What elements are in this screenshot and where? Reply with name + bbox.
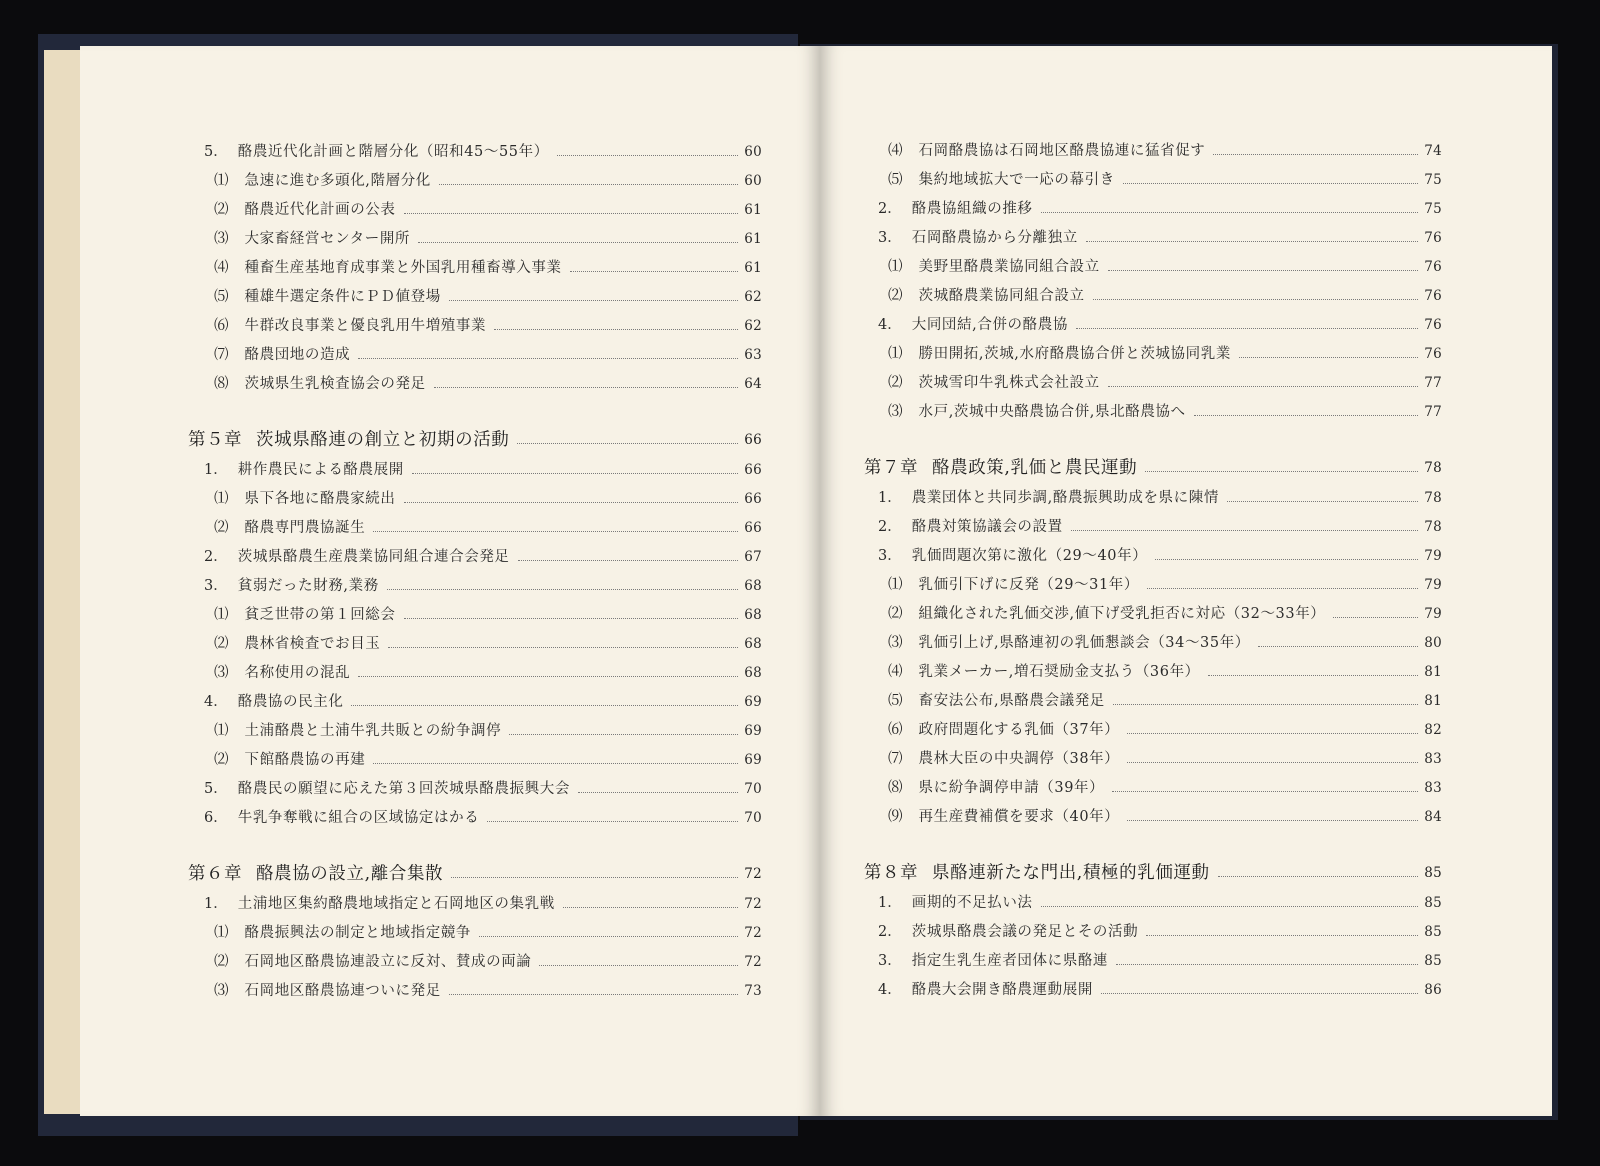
toc-entry-number: ⑼ bbox=[888, 809, 903, 825]
toc-entry-number: ⑵ bbox=[214, 954, 229, 970]
toc-page-number: 83 bbox=[1424, 780, 1442, 796]
toc-entry-number: 1． bbox=[204, 896, 228, 912]
toc-entry-row bbox=[878, 981, 1442, 999]
toc-entry-title: 種雄牛選定条件にＰＤ値登場 bbox=[244, 289, 441, 305]
toc-entry-title: 牛乳争奪戦に組合の区域協定はかる bbox=[237, 810, 480, 826]
toc-entry-number: ⑷ bbox=[888, 664, 903, 680]
toc-entry-title: 茨城県生乳検査協会の発足 bbox=[244, 376, 426, 392]
toc-entry-title: 茨城県酪連の創立と初期の活動 bbox=[256, 430, 510, 450]
toc-entry-number: 4． bbox=[204, 694, 228, 710]
toc-entry-row bbox=[888, 692, 1442, 710]
dot-leader bbox=[449, 994, 738, 995]
toc-entry-title: 茨城県酪農会議の発足とその活動 bbox=[911, 924, 1139, 940]
toc-page-number: 76 bbox=[1424, 288, 1442, 304]
right-page bbox=[820, 46, 1552, 1116]
toc-chapter-row bbox=[188, 431, 762, 449]
toc-entry-title: 茨城雪印牛乳株式会社設立 bbox=[918, 375, 1100, 391]
toc-entry-number: ⑷ bbox=[214, 260, 229, 276]
toc-page-number: 82 bbox=[1424, 722, 1442, 738]
toc-page-number: 74 bbox=[1424, 143, 1442, 159]
toc-page-number: 60 bbox=[744, 173, 762, 189]
dot-leader bbox=[487, 821, 738, 822]
toc-entry-title: 貧乏世帯の第１回総会 bbox=[244, 607, 396, 623]
toc-page-number: 77 bbox=[1424, 375, 1442, 391]
dot-leader bbox=[578, 792, 738, 793]
dot-leader bbox=[434, 387, 739, 388]
toc-entry-row bbox=[214, 924, 762, 942]
toc-page-number: 66 bbox=[744, 462, 762, 478]
toc-page-number: 72 bbox=[744, 896, 762, 912]
toc-page-number: 60 bbox=[744, 144, 762, 160]
toc-entry-row bbox=[204, 693, 762, 711]
toc-entry-number: 5． bbox=[204, 144, 228, 160]
toc-page-number: 67 bbox=[744, 549, 762, 565]
toc-entry-row bbox=[878, 894, 1442, 912]
toc-page-number: 79 bbox=[1424, 606, 1442, 622]
dot-leader bbox=[1076, 328, 1418, 329]
toc-entry-row bbox=[888, 634, 1442, 652]
dot-leader bbox=[1127, 762, 1418, 763]
toc-entry-row bbox=[888, 576, 1442, 594]
toc-entry-number: ⑴ bbox=[214, 173, 229, 189]
toc-entry-row bbox=[888, 142, 1442, 160]
toc-entry-title: 茨城酪農業協同組合設立 bbox=[918, 288, 1085, 304]
toc-page-number: 66 bbox=[744, 432, 762, 448]
toc-entry-row bbox=[888, 258, 1442, 276]
toc-entry-title: 酪農協の設立,離合集散 bbox=[256, 864, 444, 884]
toc-entry-number: ⑷ bbox=[888, 143, 903, 159]
toc-page-number: 78 bbox=[1424, 490, 1442, 506]
toc-entry-title: 貧弱だった財務,業務 bbox=[237, 578, 379, 594]
toc-entry-title: 酪農対策協議会の設置 bbox=[911, 519, 1063, 535]
dot-leader bbox=[1239, 357, 1418, 358]
toc-entry-title: 石岡酪農協は石岡地区酪農協連に猛省促す bbox=[918, 143, 1206, 159]
toc-entry-row bbox=[214, 490, 762, 508]
toc-entry-title: 石岡地区酪農協連設立に反対、賛成の両論 bbox=[244, 954, 532, 970]
dot-leader bbox=[563, 907, 738, 908]
dot-leader bbox=[404, 502, 739, 503]
toc-page-number: 81 bbox=[1424, 664, 1442, 680]
dot-leader bbox=[1227, 501, 1418, 502]
toc-entry-row bbox=[888, 779, 1442, 797]
toc-entry-title: 牛群改良事業と優良乳用牛増殖事業 bbox=[244, 318, 487, 334]
left-page bbox=[80, 46, 820, 1116]
toc-entry-row bbox=[888, 663, 1442, 681]
dot-leader bbox=[1333, 617, 1418, 618]
toc-entry-number: 2． bbox=[878, 924, 902, 940]
dot-leader bbox=[449, 300, 738, 301]
dot-leader bbox=[479, 936, 738, 937]
toc-entry-row bbox=[204, 143, 762, 161]
toc-entry-number: 第５章 bbox=[188, 430, 242, 450]
toc-entry-number: ⑴ bbox=[888, 259, 903, 275]
dot-leader bbox=[358, 676, 738, 677]
toc-page-number: 84 bbox=[1424, 809, 1442, 825]
toc-entry-number: ⑺ bbox=[214, 347, 229, 363]
toc-entry-row bbox=[878, 518, 1442, 536]
toc-entry-number: ⑹ bbox=[888, 722, 903, 738]
toc-entry-title: 酪農近代化計画と階層分化（昭和45～55年） bbox=[237, 144, 549, 160]
dot-leader bbox=[388, 647, 738, 648]
dot-leader bbox=[518, 560, 739, 561]
toc-entry-title: 大同団結,合併の酪農協 bbox=[911, 317, 1068, 333]
toc-entry-row bbox=[214, 346, 762, 364]
toc-page-number: 73 bbox=[744, 983, 762, 999]
toc-page-number: 81 bbox=[1424, 693, 1442, 709]
toc-entry-number: 第７章 bbox=[864, 458, 918, 478]
toc-entry-title: 勝田開拓,茨城,水府酪農協合併と茨城協同乳業 bbox=[918, 346, 1231, 362]
toc-entry-number: 4． bbox=[878, 317, 902, 333]
dot-leader bbox=[1116, 964, 1418, 965]
toc-entry-row bbox=[214, 230, 762, 248]
toc-entry-row bbox=[878, 200, 1442, 218]
toc-entry-number: ⑵ bbox=[214, 752, 229, 768]
toc-page-number: 68 bbox=[744, 636, 762, 652]
toc-entry-title: 大家畜経営センター開所 bbox=[244, 231, 411, 247]
toc-entry-title: 組織化された乳価交渉,値下げ受乳拒否に対応（32～33年） bbox=[918, 606, 1326, 622]
toc-entry-title: 酪農大会開き酪農運動展開 bbox=[911, 982, 1093, 998]
toc-page-number: 62 bbox=[744, 318, 762, 334]
toc-entry-number: ⑴ bbox=[888, 346, 903, 362]
toc-entry-title: 再生産費補償を要求（40年） bbox=[918, 809, 1120, 825]
toc-entry-row bbox=[214, 288, 762, 306]
dot-leader bbox=[494, 329, 738, 330]
toc-entry-title: 乳価問題次第に激化（29～40年） bbox=[911, 548, 1148, 564]
dot-leader bbox=[517, 443, 738, 444]
toc-entry-number: ⑶ bbox=[214, 665, 229, 681]
dot-leader bbox=[451, 877, 738, 878]
toc-entry-title: 種畜生産基地育成事業と外国乳用種畜導入事業 bbox=[244, 260, 562, 276]
toc-entry-title: 畜安法公布,県酪農会議発足 bbox=[918, 693, 1105, 709]
dot-leader bbox=[439, 184, 738, 185]
toc-entry-number: 3． bbox=[878, 548, 902, 564]
toc-entry-row bbox=[204, 895, 762, 913]
toc-entry-title: 酪農専門農協誕生 bbox=[244, 520, 366, 536]
toc-page-number: 61 bbox=[744, 231, 762, 247]
toc-left bbox=[80, 46, 820, 1116]
toc-entry-row bbox=[878, 952, 1442, 970]
toc-entry-number: 2． bbox=[878, 201, 902, 217]
toc-entry-number: ⑻ bbox=[214, 376, 229, 392]
toc-entry-title: 県下各地に酪農家続出 bbox=[244, 491, 396, 507]
dot-leader bbox=[418, 242, 738, 243]
dot-leader bbox=[1155, 559, 1418, 560]
toc-entry-number: 2． bbox=[878, 519, 902, 535]
dot-leader bbox=[1147, 588, 1418, 589]
toc-entry-row bbox=[214, 664, 762, 682]
toc-entry-row bbox=[214, 317, 762, 335]
toc-entry-title: 農業団体と共同歩調,酪農振興助成を県に陳情 bbox=[911, 490, 1219, 506]
toc-page-number: 63 bbox=[744, 347, 762, 363]
toc-entry-number: ⑵ bbox=[888, 288, 903, 304]
toc-entry-number: 3． bbox=[878, 230, 902, 246]
dot-leader bbox=[387, 589, 738, 590]
toc-right bbox=[820, 46, 1552, 1116]
dot-leader bbox=[1146, 935, 1418, 936]
toc-entry-row bbox=[214, 375, 762, 393]
toc-entry-number: 4． bbox=[878, 982, 902, 998]
page-edge-strip bbox=[44, 50, 80, 1114]
toc-entry-row bbox=[888, 750, 1442, 768]
dot-leader bbox=[412, 473, 738, 474]
toc-page-number: 69 bbox=[744, 694, 762, 710]
dot-leader bbox=[539, 965, 738, 966]
toc-page-number: 61 bbox=[744, 260, 762, 276]
dot-leader bbox=[1258, 646, 1418, 647]
toc-entry-number: ⑸ bbox=[888, 693, 903, 709]
toc-entry-row bbox=[878, 489, 1442, 507]
toc-entry-row bbox=[214, 635, 762, 653]
toc-page-number: 78 bbox=[1424, 519, 1442, 535]
toc-entry-number: ⑸ bbox=[888, 172, 903, 188]
dot-leader bbox=[1071, 530, 1418, 531]
toc-entry-title: 茨城県酪農生産農業協同組合連合会発足 bbox=[237, 549, 510, 565]
dot-leader bbox=[1041, 906, 1419, 907]
dot-leader bbox=[1108, 386, 1419, 387]
toc-entry-number: 3． bbox=[878, 953, 902, 969]
dot-leader bbox=[1093, 299, 1419, 300]
toc-entry-row bbox=[214, 519, 762, 537]
dot-leader bbox=[1108, 270, 1419, 271]
toc-entry-number: 6． bbox=[204, 810, 228, 826]
toc-entry-number: 5． bbox=[204, 781, 228, 797]
toc-entry-number: ⑹ bbox=[214, 318, 229, 334]
toc-entry-row bbox=[878, 316, 1442, 334]
toc-page-number: 79 bbox=[1424, 548, 1442, 564]
toc-entry-title: 酪農民の願望に応えた第３回茨城県酪農振興大会 bbox=[237, 781, 570, 797]
toc-entry-row bbox=[878, 547, 1442, 565]
toc-entry-row bbox=[878, 923, 1442, 941]
dot-leader bbox=[1208, 675, 1418, 676]
toc-entry-title: 耕作農民による酪農展開 bbox=[237, 462, 404, 478]
toc-entry-row bbox=[214, 751, 762, 769]
toc-entry-number: ⑴ bbox=[214, 607, 229, 623]
toc-page-number: 75 bbox=[1424, 201, 1442, 217]
toc-entry-number: ⑺ bbox=[888, 751, 903, 767]
toc-page-number: 86 bbox=[1424, 982, 1442, 998]
toc-entry-row bbox=[214, 953, 762, 971]
toc-entry-row bbox=[204, 548, 762, 566]
toc-page-number: 66 bbox=[744, 491, 762, 507]
toc-entry-row bbox=[888, 808, 1442, 826]
toc-entry-number: ⑸ bbox=[214, 289, 229, 305]
toc-page-number: 72 bbox=[744, 866, 762, 882]
toc-entry-number: ⑵ bbox=[214, 520, 229, 536]
toc-entry-row bbox=[214, 172, 762, 190]
toc-page-number: 80 bbox=[1424, 635, 1442, 651]
toc-entry-title: 集約地域拡大で一応の幕引き bbox=[918, 172, 1115, 188]
toc-entry-row bbox=[888, 403, 1442, 421]
toc-page-number: 72 bbox=[744, 925, 762, 941]
toc-entry-title: 酪農協の民主化 bbox=[237, 694, 344, 710]
toc-entry-title: 県に紛争調停申請（39年） bbox=[918, 780, 1105, 796]
dot-leader bbox=[1213, 154, 1418, 155]
toc-entry-title: 農林省検査でお目玉 bbox=[244, 636, 381, 652]
toc-entry-row bbox=[888, 605, 1442, 623]
toc-entry-row bbox=[888, 345, 1442, 363]
dot-leader bbox=[358, 358, 738, 359]
toc-entry-title: 乳業メーカー,増石奨励金支払う（36年） bbox=[918, 664, 1200, 680]
toc-entry-title: 名称使用の混乱 bbox=[244, 665, 351, 681]
toc-entry-title: 画期的不足払い法 bbox=[911, 895, 1033, 911]
dot-leader bbox=[1112, 791, 1418, 792]
toc-entry-row bbox=[878, 229, 1442, 247]
toc-chapter-row bbox=[864, 459, 1442, 477]
toc-entry-number: ⑴ bbox=[214, 925, 229, 941]
toc-entry-row bbox=[204, 577, 762, 595]
toc-entry-row bbox=[214, 722, 762, 740]
toc-entry-row bbox=[214, 201, 762, 219]
toc-entry-title: 酪農振興法の制定と地域指定競争 bbox=[244, 925, 471, 941]
toc-entry-row bbox=[214, 259, 762, 277]
dot-leader bbox=[557, 155, 738, 156]
toc-page-number: 79 bbox=[1424, 577, 1442, 593]
dot-leader bbox=[373, 531, 738, 532]
toc-entry-number: ⑶ bbox=[214, 231, 229, 247]
toc-page-number: 66 bbox=[744, 520, 762, 536]
toc-chapter-row bbox=[188, 865, 762, 883]
toc-page-number: 85 bbox=[1424, 953, 1442, 969]
dot-leader bbox=[1145, 471, 1418, 472]
toc-entry-title: 土浦地区集約酪農地域指定と石岡地区の集乳戦 bbox=[237, 896, 555, 912]
dot-leader bbox=[1123, 183, 1418, 184]
toc-entry-title: 石岡地区酪農協連ついに発足 bbox=[244, 983, 441, 999]
toc-entry-title: 農林大臣の中央調停（38年） bbox=[918, 751, 1120, 767]
toc-entry-title: 急速に進む多頭化,階層分化 bbox=[244, 173, 431, 189]
toc-entry-title: 石岡酪農協から分離独立 bbox=[911, 230, 1078, 246]
toc-entry-row bbox=[204, 461, 762, 479]
toc-entry-number: ⑻ bbox=[888, 780, 903, 796]
toc-entry-number: 1． bbox=[878, 490, 902, 506]
dot-leader bbox=[373, 763, 738, 764]
dot-leader bbox=[1194, 415, 1419, 416]
toc-entry-number: ⑴ bbox=[888, 577, 903, 593]
toc-page-number: 70 bbox=[744, 810, 762, 826]
toc-entry-number: 第６章 bbox=[188, 864, 242, 884]
toc-entry-row bbox=[214, 982, 762, 1000]
toc-entry-title: 指定生乳生産者団体に県酪連 bbox=[911, 953, 1109, 969]
dot-leader bbox=[404, 213, 739, 214]
toc-entry-title: 美野里酪農業協同組合設立 bbox=[918, 259, 1100, 275]
toc-page-number: 76 bbox=[1424, 346, 1442, 362]
toc-entry-row bbox=[888, 287, 1442, 305]
toc-page-number: 77 bbox=[1424, 404, 1442, 420]
toc-page-number: 61 bbox=[744, 202, 762, 218]
toc-chapter-row bbox=[864, 864, 1442, 882]
toc-page-number: 76 bbox=[1424, 230, 1442, 246]
toc-entry-number: ⑴ bbox=[214, 491, 229, 507]
toc-entry-title: 水戸,茨城中央酪農協合併,県北酪農協へ bbox=[918, 404, 1186, 420]
dot-leader bbox=[1113, 704, 1418, 705]
toc-page-number: 69 bbox=[744, 723, 762, 739]
toc-entry-number: ⑵ bbox=[888, 375, 903, 391]
dot-leader bbox=[1127, 733, 1418, 734]
toc-page-number: 78 bbox=[1424, 460, 1442, 476]
dot-leader bbox=[1041, 212, 1419, 213]
toc-entry-title: 政府問題化する乳価（37年） bbox=[918, 722, 1120, 738]
toc-entry-number: ⑴ bbox=[214, 723, 229, 739]
toc-entry-number: ⑵ bbox=[214, 636, 229, 652]
toc-entry-row bbox=[214, 606, 762, 624]
toc-entry-title: 酪農近代化計画の公表 bbox=[244, 202, 396, 218]
dot-leader bbox=[351, 705, 738, 706]
toc-page-number: 85 bbox=[1424, 924, 1442, 940]
toc-entry-number: 1． bbox=[204, 462, 228, 478]
toc-entry-number: ⑶ bbox=[214, 983, 229, 999]
toc-entry-number: ⑵ bbox=[214, 202, 229, 218]
toc-entry-title: 酪農協組織の推移 bbox=[911, 201, 1033, 217]
toc-page-number: 64 bbox=[744, 376, 762, 392]
toc-entry-row bbox=[888, 374, 1442, 392]
toc-entry-row bbox=[204, 780, 762, 798]
dot-leader bbox=[1101, 993, 1418, 994]
toc-entry-title: 酪農団地の造成 bbox=[244, 347, 351, 363]
toc-page-number: 62 bbox=[744, 289, 762, 305]
toc-entry-row bbox=[888, 721, 1442, 739]
toc-page-number: 70 bbox=[744, 781, 762, 797]
dot-leader bbox=[570, 271, 739, 272]
toc-page-number: 85 bbox=[1424, 895, 1442, 911]
toc-page-number: 68 bbox=[744, 578, 762, 594]
toc-page-number: 83 bbox=[1424, 751, 1442, 767]
toc-entry-title: 下館酪農協の再建 bbox=[244, 752, 366, 768]
toc-page-number: 85 bbox=[1424, 865, 1442, 881]
dot-leader bbox=[404, 618, 739, 619]
toc-page-number: 75 bbox=[1424, 172, 1442, 188]
toc-page-number: 76 bbox=[1424, 259, 1442, 275]
dot-leader bbox=[1218, 876, 1419, 877]
toc-entry-title: 乳価引上げ,県酪連初の乳価懇談会（34～35年） bbox=[918, 635, 1250, 651]
toc-page-number: 69 bbox=[744, 752, 762, 768]
toc-entry-number: 1． bbox=[878, 895, 902, 911]
dot-leader bbox=[509, 734, 738, 735]
toc-page-number: 72 bbox=[744, 954, 762, 970]
toc-page-number: 68 bbox=[744, 607, 762, 623]
toc-entry-title: 県酪連新たな門出,積極的乳価運動 bbox=[932, 863, 1210, 883]
toc-entry-number: 3． bbox=[204, 578, 228, 594]
toc-entry-row bbox=[204, 809, 762, 827]
toc-entry-number: ⑶ bbox=[888, 635, 903, 651]
dot-leader bbox=[1127, 820, 1418, 821]
toc-entry-number: 2． bbox=[204, 549, 228, 565]
toc-entry-row bbox=[888, 171, 1442, 189]
toc-entry-title: 酪農政策,乳価と農民運動 bbox=[932, 458, 1138, 478]
toc-entry-title: 乳価引下げに反発（29～31年） bbox=[918, 577, 1140, 593]
dot-leader bbox=[1086, 241, 1418, 242]
toc-entry-number: ⑵ bbox=[888, 606, 903, 622]
toc-page-number: 76 bbox=[1424, 317, 1442, 333]
toc-entry-number: ⑶ bbox=[888, 404, 903, 420]
toc-entry-number: 第８章 bbox=[864, 863, 918, 883]
toc-page-number: 68 bbox=[744, 665, 762, 681]
toc-entry-title: 土浦酪農と土浦牛乳共販との紛争調停 bbox=[244, 723, 502, 739]
